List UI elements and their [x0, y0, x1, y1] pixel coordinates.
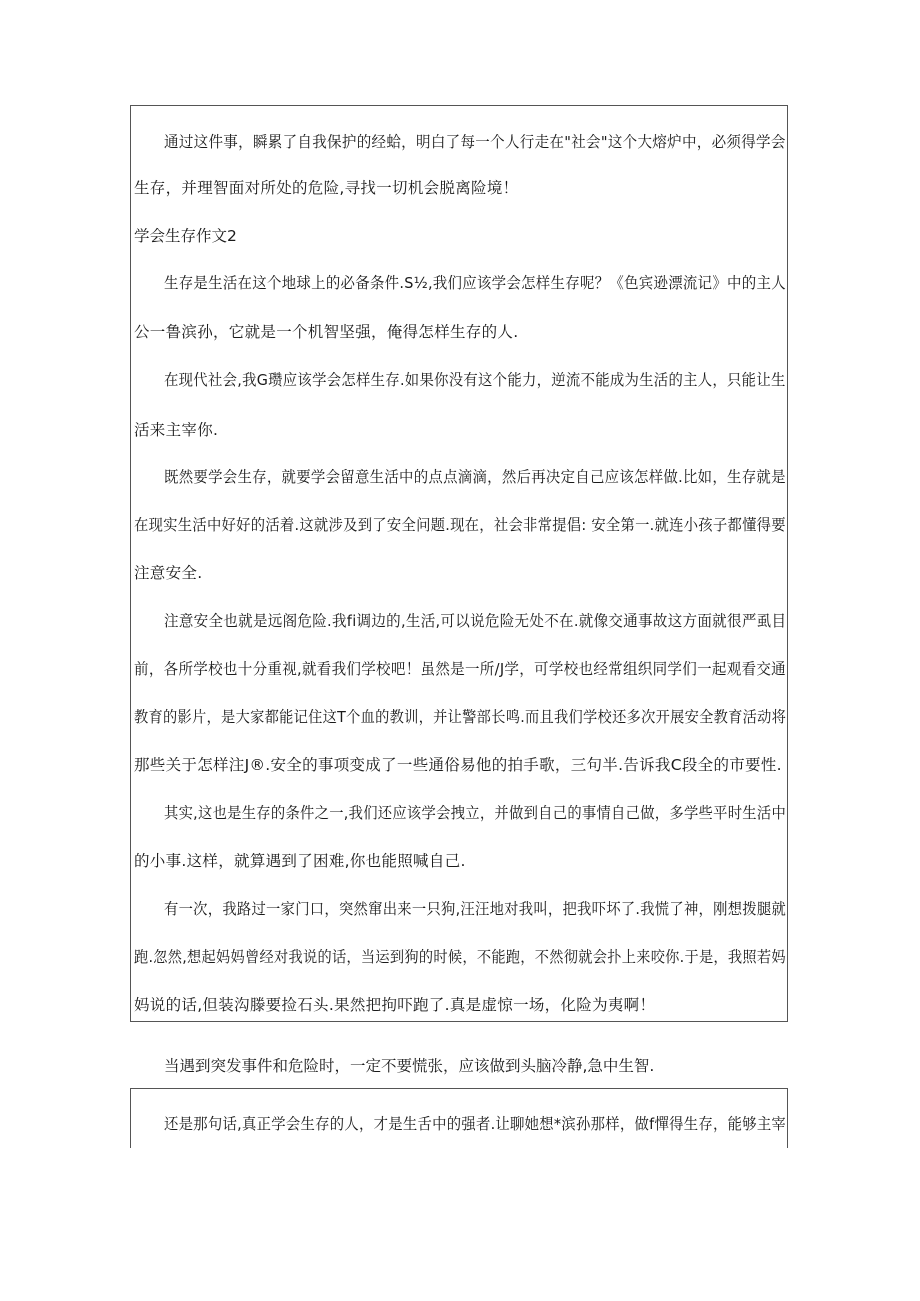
- paragraph-line: 注意安全.: [134, 564, 203, 582]
- paragraph-line: 生存是生活在这个地球上的必备条件.S½,我们应该学会怎样生存呢？《色宾逊漂流记》中的主人: [164, 274, 786, 292]
- paragraph-line: 教育的影片，是大家都能记住这T个血的教训，并让警部长鸣.而且我们学校还多次开展安全教育活动将: [134, 708, 787, 726]
- paragraph-line: 活来主宰你.: [134, 421, 219, 439]
- paragraph-line: 还是那句话,真正学会生存的人，才是生舌中的强者.让聊她想*滨孙那样，做f憚得生存，能够主宰: [164, 1115, 787, 1133]
- paragraph-line: 通过这件事，瞬累了自我保护的经蛤，明白了每一个人行走在"社会"这个大熔炉中，必须得学会: [164, 133, 786, 151]
- paragraph-line: 其实,这也是生存的条件之一,我们还应该学会拽立，并做到自己的事情自己做，多学些平时生活中: [164, 804, 787, 822]
- paragraph-line: 前，各所学校也十分重视,就看我们学校吧！虽然是一所/J学，可学校也经常组织同学们一起观看交通: [134, 660, 787, 678]
- paragraph-line: 在现代社会,我G瓒应该学会怎样生存.如果你没有这个能力，逆流不能成为生活的主人，只能让生: [164, 371, 786, 389]
- paragraph-line: 有一次，我路过一家门口，突然窜出来一只狗,汪汪地对我叫，把我吓坏了.我慌了神，刚想拨腿就: [164, 900, 787, 918]
- paragraph-line: 那些关于怎样注J®.安全的事项变成了一些通俗易他的拍手歌，三句半.告诉我C段全的市要性.: [134, 756, 782, 774]
- paragraph-line: 注意安全也就是远阁危险.我fi调边的,生活,可以说危险无处不在.就像交通事故这方面就很严虱目: [164, 612, 787, 630]
- standalone-paragraph: 当遇到突发事件和危险时，一定不要慌张，应该做到头脑冷静,急中生智.: [164, 1057, 655, 1075]
- section-heading: 学会生存作文2: [134, 227, 237, 245]
- paragraph-line: 在现实生活中好好的活着.这就涉及到了安全问题.现在，社会非常提倡: 安全第一.就连小孩子都懂得要: [134, 516, 786, 534]
- paragraph-line: 妈说的话,但装沟滕要捡石头.果然把拘吓跑了.真是虚惊一场，化险为夷啊！: [134, 996, 656, 1014]
- paragraph-line: 公一鲁滨孙，它就是一个机智坚强，俺得怎样生存的人.: [134, 323, 519, 341]
- paragraph-line: 的小事.这样，就算遇到了困难,你也能照喊自己.: [134, 852, 466, 870]
- paragraph-line: 既然要学会生存，就要学会留意生活中的点点滴滴，然后再决定自己应该怎样做.比如，生存就是: [164, 468, 786, 486]
- paragraph-line: 跑.忽然,想起妈妈曾经对我说的话，当运到狗的时候，不能跑，不然彻就会扑上来咬你.于是，我照若妈: [134, 948, 786, 966]
- paragraph-line: 生存，并理智面对所处的危险,寻找一切机会脱离险境！: [134, 179, 519, 197]
